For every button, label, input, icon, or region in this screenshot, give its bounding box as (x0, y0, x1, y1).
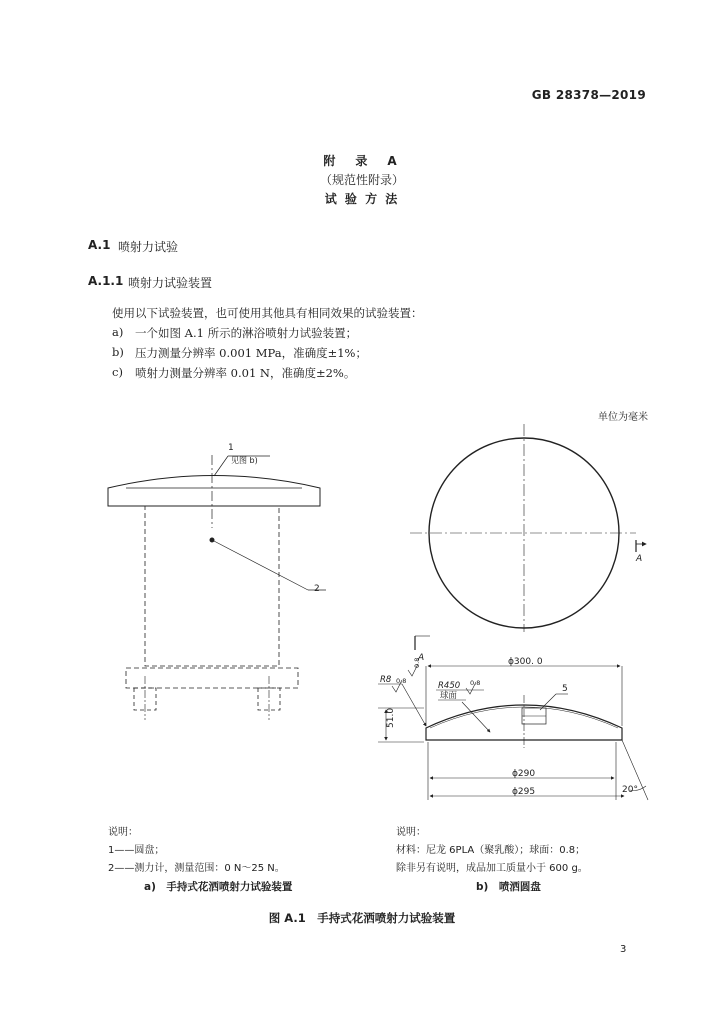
list-item-label: c) (112, 365, 123, 379)
callout-5-label: 5 (562, 684, 568, 694)
sphere-label: 球面 (440, 691, 458, 701)
list-item: 一个如图 A.1 所示的淋浴喷射力试验装置； (135, 326, 358, 340)
legend-a-title: 说明： (108, 827, 138, 838)
callout-1-note: 见图 b) (231, 456, 258, 465)
appendix-title: 附 录 A (323, 154, 401, 168)
disc-outline (108, 476, 320, 507)
legend-a-item: 2——测力计，测量范围：0 N～25 N。 (108, 863, 285, 874)
appendix-type: （规范性附录） (319, 173, 404, 187)
page-number: 3 (620, 944, 627, 955)
body-intro: 使用以下试验装置，也可使用其他具有相同效果的试验装置： (112, 306, 423, 320)
section-a1-title: 喷射力试验 (118, 240, 179, 254)
figure-b-caption: b) 喷洒圆盘 (476, 881, 541, 893)
dim-diameter-300: ϕ300. 0 (508, 657, 543, 667)
list-item: 压力测量分辨率 0.001 MPa，准确度±1%； (135, 346, 367, 360)
callout-1-label: 1 (228, 443, 234, 453)
figure-a-caption: a) 手持式花洒喷射力试验装置 (144, 881, 293, 893)
unit-note: 单位为毫米 (598, 412, 648, 423)
section-a1-number: A.1 (88, 238, 111, 252)
base-plate (126, 668, 298, 688)
section-a11-number: A.1.1 (88, 274, 124, 288)
legend-b-title: 说明： (396, 827, 426, 838)
section-mark-right: A (636, 554, 643, 564)
dim-290: ϕ290 (512, 769, 536, 779)
list-item-label: a) (112, 325, 124, 339)
roughness-value: 0.8 (413, 657, 421, 668)
legend-b-item: 材料：尼龙 6PLA（聚乳酸）；球面：0.8； (396, 845, 586, 856)
appendix-subtitle: 试 验 方 法 (324, 192, 400, 206)
figure-caption: 图 A.1 手持式花洒喷射力试验装置 (268, 911, 456, 925)
standard-number: GB 28378—2019 (531, 88, 646, 102)
callout-2-leader (212, 540, 308, 590)
force-gauge-outline (145, 506, 279, 666)
dim-angle: 20° (622, 785, 638, 795)
dim-r8: R8 (380, 675, 392, 685)
list-item: 喷射力测量分辨率 0.01 N，准确度±2%。 (135, 366, 356, 380)
roughness-value: 0.8 (470, 679, 481, 687)
figure-b-section-view (378, 664, 648, 800)
section-mark-left: A (418, 653, 425, 663)
legend-a-item: 1——圆盘； (108, 845, 165, 856)
dim-295: ϕ295 (512, 787, 536, 797)
figure-a-drawing (108, 455, 326, 720)
callout-1-leader (214, 456, 228, 476)
callout-2-label: 2 (314, 584, 320, 594)
legend-b-item: 除非另有说明，成品加工质量小于 600 g。 (396, 863, 588, 874)
dim-r450: R450 (438, 681, 461, 691)
list-item-label: b) (112, 345, 124, 359)
dim-height: 51.0 (386, 707, 396, 728)
roughness-value: 0.8 (396, 677, 407, 685)
figure-b-top-view (410, 424, 646, 650)
section-a11-title: 喷射力试验装置 (128, 276, 213, 290)
